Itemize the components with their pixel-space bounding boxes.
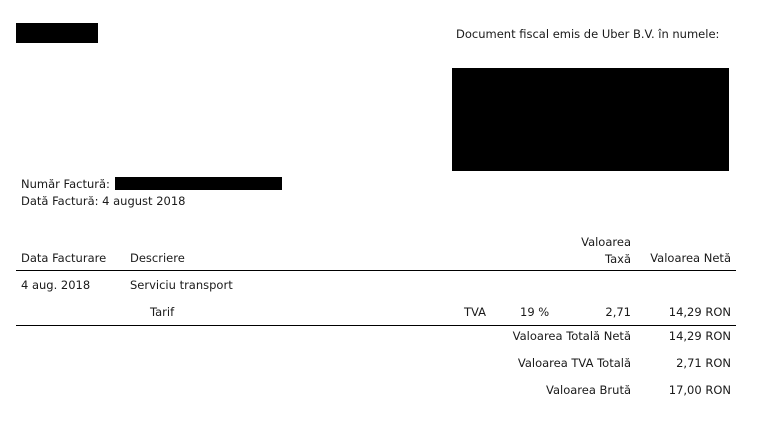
subrow-tax-amount: 2,71 [605, 305, 631, 319]
header-date: Data Facturare [21, 251, 107, 265]
issuer-text: Document fiscal emis de Uber B.V. în numele: [456, 27, 720, 41]
total-vat-value: 2,71 RON [676, 356, 731, 370]
total-gross-label: Valoarea Brută [545, 383, 631, 397]
redacted-company-details [452, 68, 729, 171]
invoice-date-label: Dată Factură: [21, 194, 99, 208]
total-net-value: 14,29 RON [668, 329, 731, 343]
redacted-logo [16, 23, 98, 43]
header-tax-value-line1: Valoarea [581, 235, 631, 249]
invoice-date-value: 4 august 2018 [102, 194, 186, 208]
header-description: Descriere [130, 251, 185, 265]
total-gross-value: 17,00 RON [668, 383, 731, 397]
redacted-invoice-number [115, 177, 282, 190]
header-tax-value [581, 234, 631, 268]
subrow-tax-type: TVA [464, 305, 487, 319]
row-description: Serviciu transport [130, 278, 233, 292]
subrow-net-amount: 14,29 RON [668, 305, 731, 319]
subrow-label: Tarif [150, 305, 175, 319]
header-divider [16, 270, 736, 271]
subrow-divider [16, 325, 736, 326]
invoice-date [21, 194, 185, 208]
total-net-label: Valoarea Totală Netă [512, 329, 631, 343]
header-net-value: Valoarea Netă [650, 251, 731, 265]
subrow-tax-rate: 19 % [520, 305, 550, 319]
row-date: 4 aug. 2018 [21, 278, 91, 292]
header-tax-value-line2: Taxă [604, 252, 631, 266]
total-vat-label: Valoarea TVA Totală [517, 356, 631, 370]
invoice-number-label: Număr Factură: [21, 177, 110, 191]
